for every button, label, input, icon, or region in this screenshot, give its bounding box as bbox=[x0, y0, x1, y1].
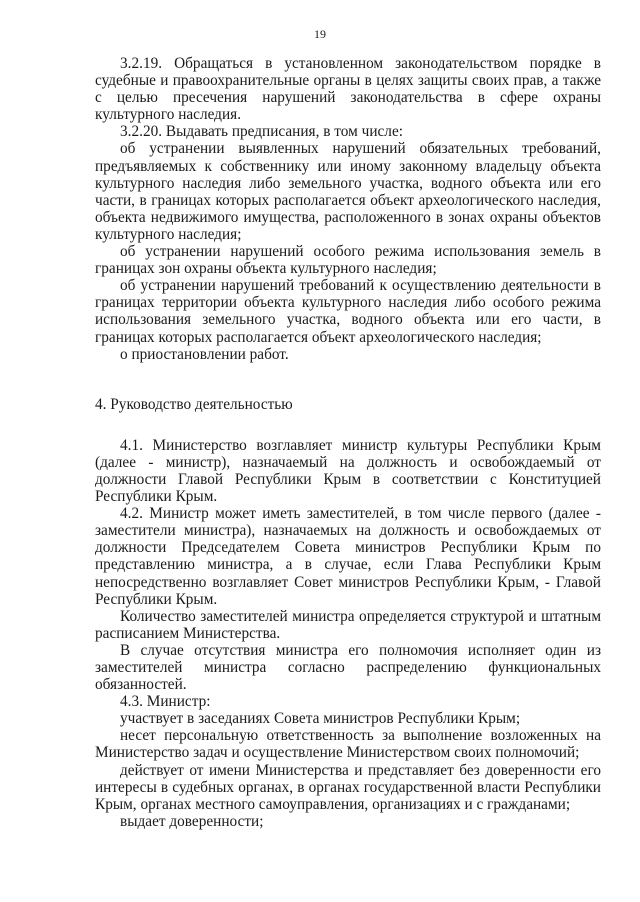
paragraph-violations-requirements: об устранении выявленных нарушений обязательных требований, предъявляемых к собственнику или иному законному владельцу объекта культурного наследия либо земельного участка, водного объекта или его части, в границах которых располагается объект археологического наследия, объекта недвижимого имущества, расположенного в зонах охраны объектов культурного наследия; bbox=[95, 140, 601, 243]
paragraph-absence: В случае отсутствия министра его полномочия исполняет один из заместителей министра согласно распределению функциональных обязанностей. bbox=[95, 641, 601, 694]
paragraph-3-2-19: 3.2.19. Обращаться в установленном законодательством порядке в судебные и правоохранительные органы в целях защиты своих прав, а также с целью пресечения нарушений законодательства в сфере охраны культурного наследия. bbox=[95, 55, 601, 124]
section-heading: 4. Руководство деятельностью bbox=[95, 395, 293, 413]
document-body bbox=[95, 55, 601, 830]
paragraph-4-2: 4.2. Министр может иметь заместителей, в том числе первого (далее - заместители министра), назначаемых на должность и освобождаемых от должности Председателем Совета министров Республики Крым по представлению министра, а в случае, если Глава Республики Крым непосредственно возглавляет Совет министров Республики Крым, - Главой Республики Крым. bbox=[95, 505, 601, 608]
paragraph-activity-requirements: об устранении нарушений требований к осуществлению деятельности в границах территории объекта культурного наследия либо особого режима использования земельного участка, водного объекта или его части, в границах которых располагается объект археологического наследия; bbox=[95, 277, 601, 346]
paragraph-power-of-attorney: выдает доверенности; bbox=[120, 812, 264, 830]
paragraph-4-3: 4.3. Министр: bbox=[120, 693, 211, 711]
paragraph-participates: участвует в заседаниях Совета министров Республики Крым; bbox=[120, 710, 521, 728]
paragraph-responsibility: несет персональную ответственность за выполнение возложенных на Министерство задач и осуществление Министерством своих полномочий; bbox=[95, 727, 601, 762]
page-number: 19 bbox=[314, 27, 326, 41]
paragraph-suspension: о приостановлении работ. bbox=[120, 345, 289, 363]
paragraph-4-1: 4.1. Министерство возглавляет министр культуры Республики Крым (далее - министр), назначаемый на должность и освобождаемый от должности Главой Республики Крым в соответствии с Конституцией Республики Крым. bbox=[95, 436, 601, 506]
paragraph-acts-on-behalf: действует от имени Министерства и представляет без доверенности его интересы в судебных органах, в органах государственной власти Республики Крым, органах местного самоуправления, организациях и с гражданами; bbox=[95, 761, 601, 813]
paragraph-deputies-count: Количество заместителей министра определяется структурой и штатным расписанием Министерства. bbox=[95, 607, 601, 642]
paragraph-3-2-20: 3.2.20. Выдавать предписания, в том числе: bbox=[120, 123, 403, 141]
paragraph-land-use-regime: об устранении нарушений особого режима использования земель в границах зон охраны объекта культурного наследия; bbox=[95, 243, 601, 278]
